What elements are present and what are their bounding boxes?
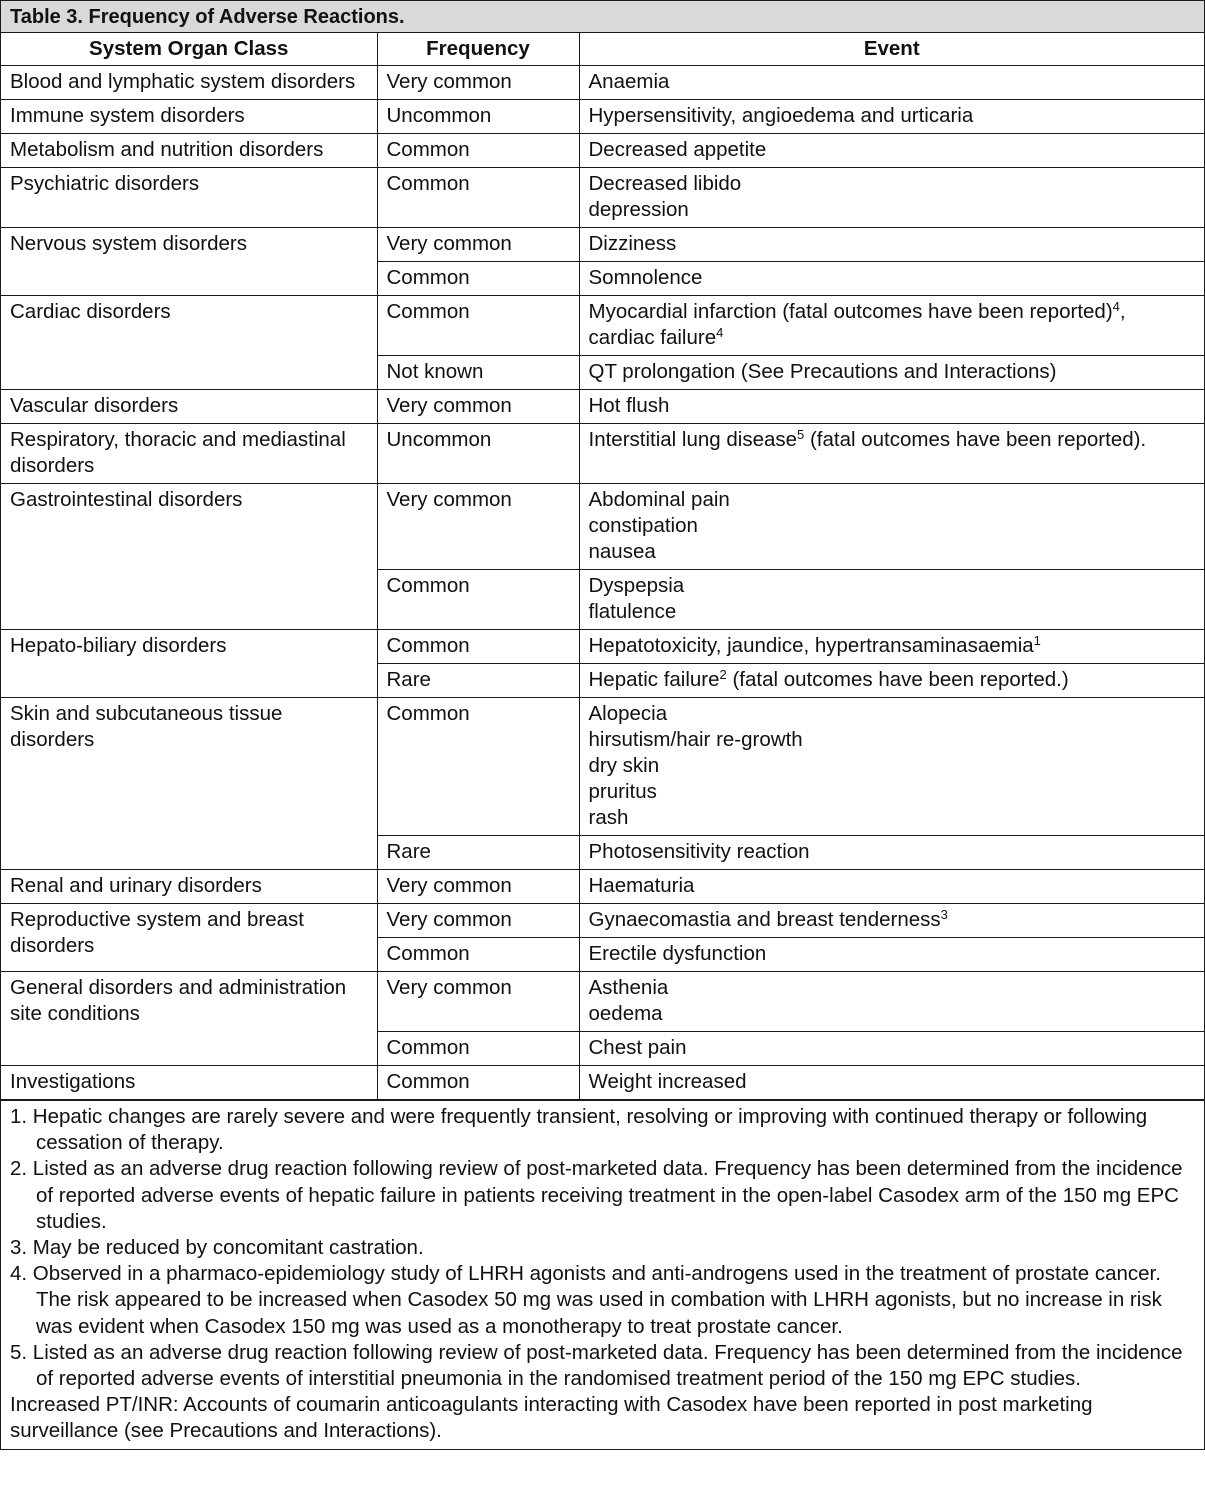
event-cell — [579, 972, 1204, 1032]
frequency-cell: Rare — [377, 664, 579, 698]
table-body — [1, 66, 1204, 1100]
footnote-reference: 4 — [1112, 299, 1120, 314]
system-organ-class-cell: Hepato-biliary disorders — [1, 630, 377, 698]
event-item: constipation — [588, 514, 698, 537]
event-cell — [579, 228, 1204, 262]
footnote: 4. Observed in a pharmaco-epidemiology study of LHRH agonists and anti-androgens used in the treatment of prostate cancer. The risk appeared to be increased when Casodex 50 mg was used in combation with LHRH agonists, but no increase in risk was evident when Casodex 150 mg was used as a monotherapy to treat prostate cancer. — [10, 1262, 1162, 1338]
event-cell — [579, 870, 1204, 904]
table-row — [1, 424, 1204, 484]
table-row — [1, 972, 1204, 1032]
event-item: Decreased libido — [588, 172, 742, 195]
system-organ-class-cell: Nervous system disorders — [1, 228, 377, 296]
event-item: hirsutism/hair re-growth — [588, 728, 803, 751]
header-row — [1, 33, 1204, 66]
event-item: Gynaecomastia and breast tenderness$^3$ — [588, 907, 948, 931]
frequency-cell: Very common — [377, 904, 579, 938]
event-cell — [579, 424, 1204, 484]
event-item: Hepatic failure$^2$ (fatal outcomes have been reported.) — [588, 667, 1069, 691]
event-cell — [579, 390, 1204, 424]
event-cell — [579, 356, 1204, 390]
frequency-cell: Common — [377, 1066, 579, 1100]
event-item: Myocardial infarction (fatal outcomes have been reported)$^4$, — [588, 299, 1126, 323]
system-organ-class-cell: Skin and subcutaneous tissue disorders — [1, 698, 377, 870]
frequency-cell: Common — [377, 134, 579, 168]
frequency-cell: Rare — [377, 836, 579, 870]
footnote-reference: 2 — [719, 667, 727, 682]
frequency-cell: Common — [377, 630, 579, 664]
footnote: 2. Listed as an adverse drug reaction following review of post-marketed data. Frequency has been determined from the incidence of reported adverse events of hepatic failure in patients receiving treatment in the open-label Casodex arm of the 150 mg EPC studies. — [10, 1157, 1183, 1233]
footnote: 5. Listed as an adverse drug reaction following review of post-marketed data. Frequency has been determined from the incidence of reported adverse events of interstitial pneumonia in the randomised treatment period of the 150 mg EPC studies. — [10, 1340, 1183, 1391]
event-item: Hot flush — [588, 394, 670, 417]
event-cell — [579, 168, 1204, 228]
system-organ-class-cell: General disorders and administration site conditions — [1, 972, 377, 1066]
event-item: Haematuria — [588, 874, 695, 897]
system-organ-class-cell: Blood and lymphatic system disorders — [1, 66, 377, 100]
table-row — [1, 904, 1204, 938]
frequency-cell: Very common — [377, 484, 579, 570]
event-cell — [579, 262, 1204, 296]
table-row — [1, 100, 1204, 134]
event-item: Chest pain — [588, 1036, 687, 1059]
table-title: Table 3. Frequency of Adverse Reactions. — [1, 1, 1204, 33]
frequency-cell: Very common — [377, 390, 579, 424]
system-organ-class-cell: Reproductive system and breast disorders — [1, 904, 377, 972]
frequency-cell: Very common — [377, 228, 579, 262]
event-cell — [579, 134, 1204, 168]
event-item: Somnolence — [588, 266, 703, 289]
footnote: 1. Hepatic changes are rarely severe and were frequently transient, resolving or improving with continued therapy or following cessation of therapy. — [10, 1105, 1148, 1155]
table-row — [1, 870, 1204, 904]
table-row — [1, 698, 1204, 836]
event-item: flatulence — [588, 600, 677, 623]
event-cell — [579, 484, 1204, 570]
event-cell — [579, 296, 1204, 356]
footnote-reference: 4 — [716, 325, 724, 340]
event-item: Asthenia — [588, 976, 669, 999]
event-item: Dyspepsia — [588, 574, 685, 597]
footnote-reference: 3 — [940, 907, 948, 922]
header-system-organ-class: System Organ Class — [1, 33, 377, 66]
event-cell — [579, 570, 1204, 630]
system-organ-class-cell: Gastrointestinal disorders — [1, 484, 377, 630]
event-item: QT prolongation (See Precautions and Interactions) — [588, 360, 1057, 383]
system-organ-class-cell: Vascular disorders — [1, 390, 377, 424]
event-cell — [579, 1032, 1204, 1066]
table-row — [1, 134, 1204, 168]
event-item: Weight increased — [588, 1070, 747, 1093]
footnote: 3. May be reduced by concomitant castration. — [10, 1236, 424, 1260]
frequency-cell: Not known — [377, 356, 579, 390]
frequency-cell: Common — [377, 698, 579, 836]
system-organ-class-cell: Cardiac disorders — [1, 296, 377, 390]
frequency-cell: Uncommon — [377, 424, 579, 484]
table-row — [1, 484, 1204, 570]
table-row — [1, 66, 1204, 100]
event-cell — [579, 836, 1204, 870]
event-item: Photosensitivity reaction — [588, 840, 810, 863]
table-row — [1, 228, 1204, 262]
frequency-cell: Common — [377, 570, 579, 630]
table-row — [1, 296, 1204, 356]
event-item: Dizziness — [588, 232, 677, 255]
footnote-reference: 5 — [797, 427, 805, 442]
event-cell — [579, 66, 1204, 100]
event-item: Abdominal pain — [588, 488, 730, 511]
event-item: Interstitial lung disease$^5$ (fatal outcomes have been reported). — [588, 427, 1147, 451]
header-frequency: Frequency — [377, 33, 579, 66]
frequency-cell: Common — [377, 938, 579, 972]
event-cell — [579, 938, 1204, 972]
footnote-reference: 1 — [1033, 633, 1041, 648]
system-organ-class-cell: Investigations — [1, 1066, 377, 1100]
header-event: Event — [579, 33, 1204, 66]
system-organ-class-cell: Immune system disorders — [1, 100, 377, 134]
event-item: cardiac failure$^4$ — [588, 325, 724, 349]
table-row — [1, 390, 1204, 424]
event-cell — [579, 1066, 1204, 1100]
frequency-cell: Very common — [377, 972, 579, 1032]
table-row — [1, 1066, 1204, 1100]
event-item: pruritus — [588, 780, 657, 803]
system-organ-class-cell: Renal and urinary disorders — [1, 870, 377, 904]
event-cell — [579, 630, 1204, 664]
footnotes — [1, 1100, 1204, 1449]
system-organ-class-cell: Psychiatric disorders — [1, 168, 377, 228]
event-item: nausea — [588, 540, 656, 563]
event-item: Alopecia — [588, 702, 668, 725]
table-row — [1, 168, 1204, 228]
system-organ-class-cell: Metabolism and nutrition disorders — [1, 134, 377, 168]
event-cell — [579, 100, 1204, 134]
event-cell — [579, 664, 1204, 698]
event-item: oedema — [588, 1002, 663, 1025]
event-cell — [579, 698, 1204, 836]
frequency-cell: Common — [377, 1032, 579, 1066]
frequency-cell: Common — [377, 168, 579, 228]
event-item: dry skin — [588, 754, 660, 777]
closing-note: Increased PT/INR: Accounts of coumarin anticoagulants interacting with Casodex have been reported in post marketing surveillance (see Precautions and Interactions). — [10, 1393, 1093, 1443]
event-item: rash — [588, 806, 629, 829]
frequency-cell: Common — [377, 262, 579, 296]
table-row — [1, 630, 1204, 664]
frequency-cell: Very common — [377, 870, 579, 904]
event-item: Hepatotoxicity, jaundice, hypertransaminasaemia$^1$ — [588, 633, 1041, 657]
event-item: Hypersensitivity, angioedema and urticaria — [588, 104, 974, 127]
frequency-cell: Uncommon — [377, 100, 579, 134]
adverse-reactions-table — [1, 33, 1204, 1100]
event-item: Decreased appetite — [588, 138, 767, 161]
event-item: Anaemia — [588, 70, 670, 93]
frequency-cell: Very common — [377, 66, 579, 100]
event-item: Erectile dysfunction — [588, 942, 767, 965]
event-cell — [579, 904, 1204, 938]
event-item: depression — [588, 198, 689, 221]
frequency-cell: Common — [377, 296, 579, 356]
system-organ-class-cell: Respiratory, thoracic and mediastinal disorders — [1, 424, 377, 484]
